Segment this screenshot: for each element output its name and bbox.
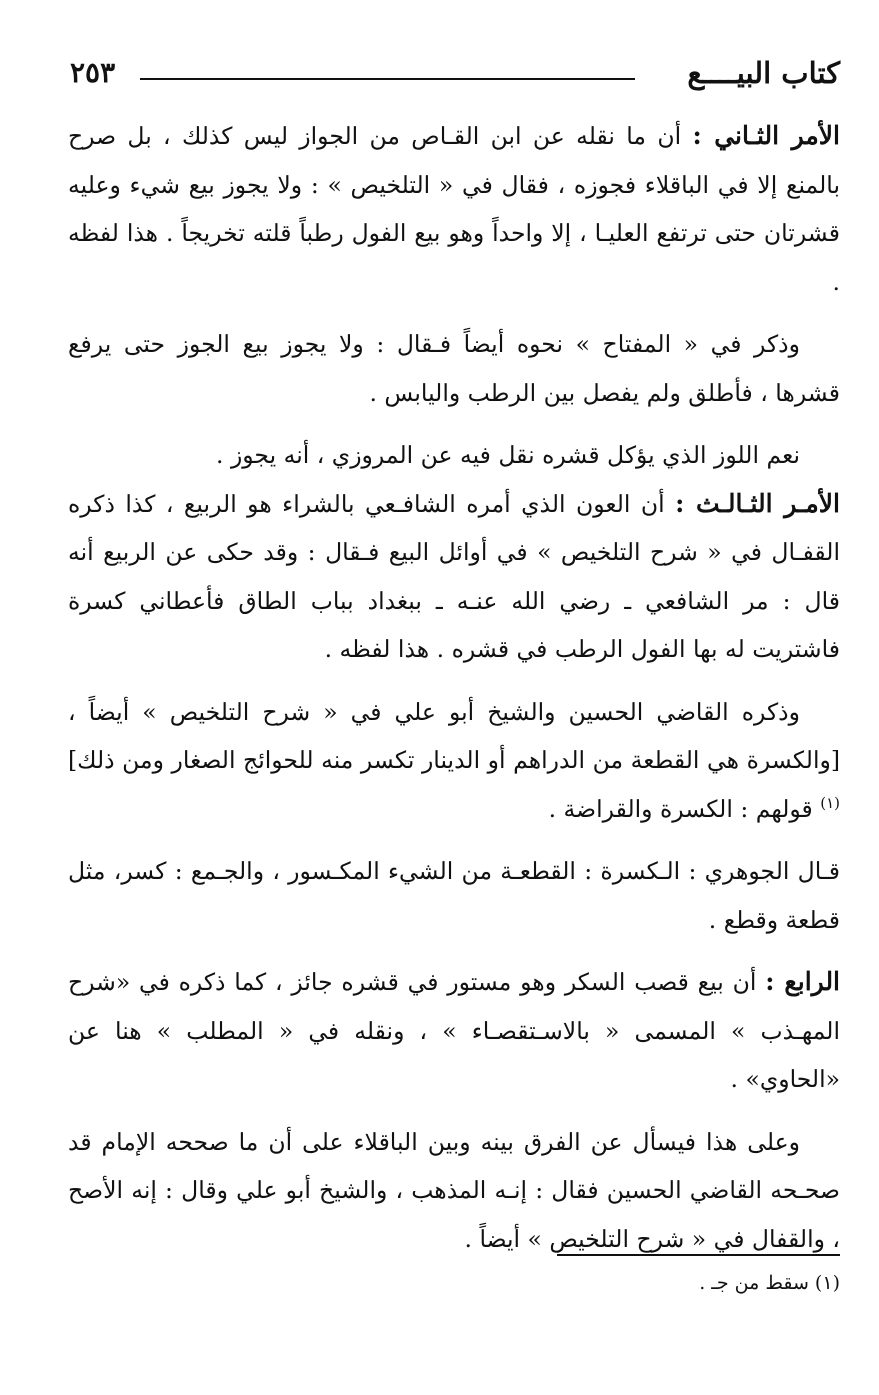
paragraph-text: قـال الجوهري : الـكسرة : القطعـة من الشيء المكـسور ، والجـمع : كسر، مثل قطعة وقطع . [68,857,840,934]
header-rule [140,78,635,80]
paragraph-fourth-matter [68,958,840,1104]
paragraph-text-continued: قولهم : الكسرة والقراضة . [548,794,821,823]
paragraph-text: وذكره القاضي الحسين والشيخ أبو علي في « شرح التلخيص » أيضاً ، [والكسرة هي القطعة من الدراهم أو الدينار تكسر منه للحوائج الصغار ومن ذلك] [68,697,840,774]
paragraph-second-matter [68,112,840,306]
body-text [68,112,840,1263]
paragraph-text: أن بيع قصب السكر وهو مستور في قشره جائز ، كما ذكره في «شرح المهـذب » المسمى « بالاسـتقصـاء » ، ونقله في « المطلب » هنا عن «الحاوي» . [68,968,840,1093]
footnote-reference[interactable]: (١) [820,793,840,812]
paragraph-lead: الأمر الثـاني : [692,121,840,150]
paragraph-text: نعم اللوز الذي يؤكل قشره نقل فيه عن المروزي ، أنه يجوز . [216,441,800,469]
page-header [70,52,840,94]
footnote: (١) سقط من جـ . [699,1272,840,1294]
paragraph-almond [68,431,840,480]
running-title: كتاب البيــــع [687,56,840,90]
paragraph-text: أن ما نقله عن ابن القـاص من الجواز ليس كذلك ، بل صرح بالمنع إلا في الباقلاء فجوزه ، فقال في « التلخيص » : ولا يجوز بيع شيء وعليه قشرتان حتى ترتفع العليـا ، إلا واحداً وهو بيع الفول رطباً قلته تخريجاً . هذا لفظه . [68,122,840,296]
footnote-separator [557,1254,840,1256]
paragraph-miftah [68,320,840,417]
paragraph-difference [68,1118,840,1264]
paragraph-lead: الرابع : [765,967,841,996]
paragraph-jawhari [68,847,840,944]
paragraph-qadi-husayn [68,688,840,834]
paragraph-text: وعلى هذا فيسأل عن الفرق بينه وبين الباقلاء على أن ما صححه الإمام قد صحـحه القاضي الحسين فقال : إنـه المذهب ، والشيخ أبو علي وقال : إنه الأصح ، والقفال في « شرح التلخيص » أيضاً . [68,1127,840,1253]
paragraph-text: وذكر في « المفتاح » نحوه أيضاً فـقال : ولا يجوز بيع الجوز حتى يرفع قشرها ، فأطلق ولم يفصل بين الرطب واليابس . [68,330,840,407]
paragraph-third-matter [68,480,840,674]
paragraph-lead: الأمـر الثـالـث : [675,488,840,518]
page-number: ٢٥٣ [70,56,116,89]
paragraph-text: أن العون الذي أمره الشافـعي بالشراء هو الربيع ، كذا ذكره القفـال في « شرح التلخيص » في أوائل البيع فـقال : وقد حكى عن الربيع أنه قال : مر الشافعي ـ رضي الله عنـه ـ ببغداد بباب الطاق فأعطاني كسرة فاشتريت له بها الفول الرطب في قشره . هذا لفظه . [68,489,840,663]
